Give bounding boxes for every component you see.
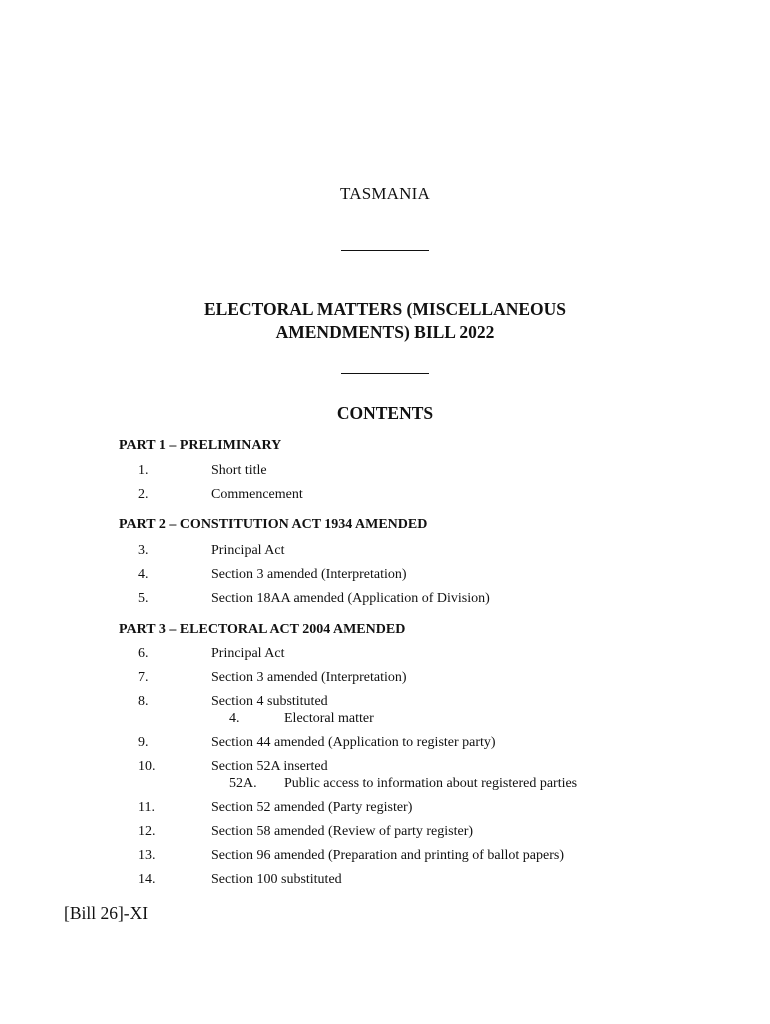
item-number: 9.	[138, 735, 149, 750]
item-number: 4.	[138, 567, 149, 582]
item-number: 6.	[138, 646, 149, 661]
item-number: 10.	[138, 759, 156, 774]
item-title: Section 18AA amended (Application of Division)	[211, 591, 490, 606]
item-number: 7.	[138, 670, 149, 685]
item-title: Short title	[211, 463, 267, 478]
item-title: Section 58 amended (Review of party register)	[211, 824, 474, 839]
subitem-title: Electoral matter	[284, 711, 374, 726]
item-title: Section 3 amended (Interpretation)	[211, 567, 407, 582]
bill-reference: [Bill 26]-XI	[64, 903, 149, 923]
divider-rule	[341, 250, 429, 251]
part-heading-2: PART 2 – CONSTITUTION ACT 1934 AMENDED	[119, 517, 428, 532]
item-title: Section 96 amended (Preparation and printing of ballot papers)	[211, 848, 565, 863]
item-number: 12.	[138, 824, 156, 839]
item-number: 3.	[138, 543, 149, 558]
item-number: 5.	[138, 591, 149, 606]
subitem-title: Public access to information about registered parties	[284, 776, 578, 791]
part-heading-3: PART 3 – ELECTORAL ACT 2004 AMENDED	[119, 622, 406, 637]
item-number: 8.	[138, 694, 149, 709]
item-title: Section 3 amended (Interpretation)	[211, 670, 407, 685]
divider-rule	[341, 373, 429, 374]
item-number: 14.	[138, 872, 156, 887]
item-title: Commencement	[211, 487, 303, 502]
part-heading-1: PART 1 – PRELIMINARY	[119, 438, 282, 453]
subitem-number: 4.	[229, 711, 240, 726]
jurisdiction-heading: TASMANIA	[340, 184, 430, 203]
item-title: Section 52 amended (Party register)	[211, 800, 413, 815]
bill-title-line-1: ELECTORAL MATTERS (MISCELLANEOUS	[203, 299, 567, 319]
item-title: Principal Act	[211, 543, 285, 558]
item-number: 13.	[138, 848, 156, 863]
item-title: Section 44 amended (Application to register party)	[211, 735, 496, 750]
item-title: Section 52A inserted	[211, 759, 328, 774]
bill-title	[0, 298, 770, 344]
item-number: 2.	[138, 487, 149, 502]
item-title: Section 4 substituted	[211, 694, 328, 709]
item-number: 1.	[138, 463, 149, 478]
item-title: Principal Act	[211, 646, 285, 661]
contents-heading: CONTENTS	[336, 403, 434, 423]
bill-title-line-2: AMENDMENTS) BILL 2022	[275, 322, 495, 342]
item-title: Section 100 substituted	[211, 872, 342, 887]
subitem-number: 52A.	[229, 776, 257, 791]
item-number: 11.	[138, 800, 155, 815]
